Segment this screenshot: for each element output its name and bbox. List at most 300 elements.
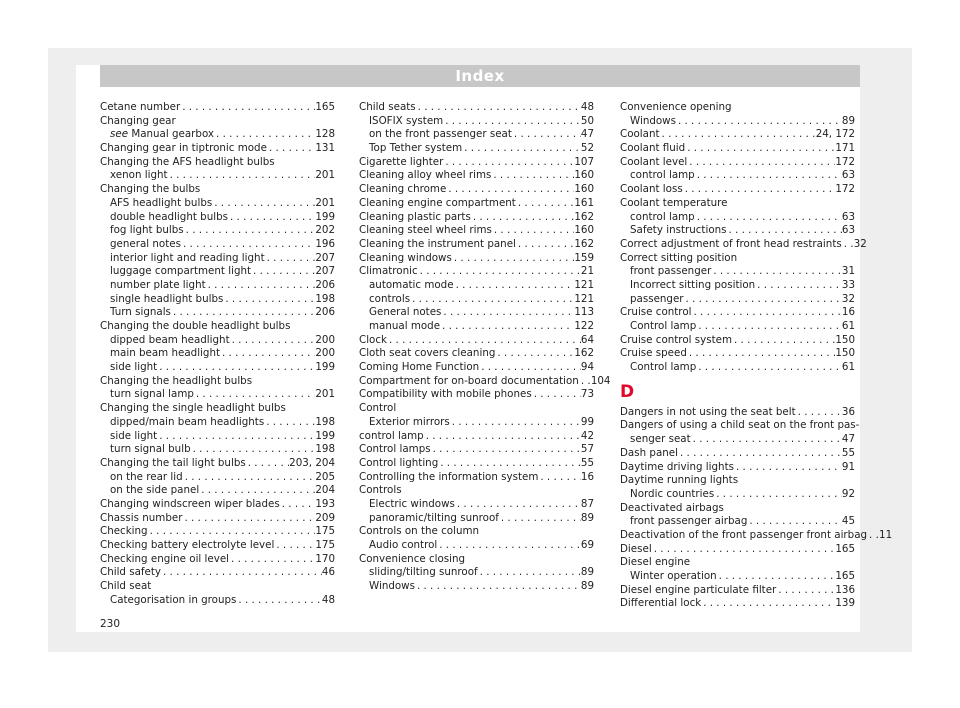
entry-page-ref[interactable]: 172	[835, 155, 855, 168]
entry-text: Clock	[359, 333, 387, 346]
entry-page-ref[interactable]: 150	[835, 333, 855, 346]
dot-leader	[161, 566, 322, 580]
entry-page-ref[interactable]: 36	[841, 405, 855, 418]
dot-leader	[265, 252, 316, 266]
entry-text: Compartment for on-board documentation	[359, 374, 579, 387]
entry-text: Control	[359, 402, 397, 415]
index-entry	[359, 265, 594, 279]
entry-text: Checking engine oil level	[100, 552, 230, 565]
dot-leader	[727, 224, 842, 238]
dot-leader	[684, 293, 842, 307]
entry-text: controls	[369, 292, 411, 305]
entry-text: Dangers of using a child seat on the front pas-	[620, 419, 860, 432]
index-entry	[359, 402, 594, 416]
entry-page-ref[interactable]: 201	[315, 196, 335, 209]
entry-text: Checking battery electrolyte level	[100, 539, 275, 551]
dot-leader	[687, 347, 835, 361]
entry-text: Windows	[630, 114, 676, 127]
entry-page-ref[interactable]: 47	[841, 433, 855, 446]
entry-text: Child seat	[100, 580, 152, 593]
entry-text: xenon light	[110, 169, 168, 182]
entry-text: Winter operation	[630, 570, 717, 582]
dot-leader	[755, 279, 842, 293]
index-entry	[620, 334, 855, 348]
dot-leader	[424, 430, 581, 444]
dot-leader	[157, 430, 315, 444]
entry-text: Changing the double headlight bulbs	[100, 320, 291, 332]
entry-text: ISOFIX system	[369, 114, 444, 127]
dot-leader	[512, 128, 581, 142]
index-subentry	[359, 293, 594, 307]
entry-text: Cleaning chrome	[359, 183, 447, 196]
entry-page-ref[interactable]: 203, 204	[289, 456, 335, 469]
dot-leader	[443, 115, 581, 129]
entry-text: Coolant temperature	[620, 196, 728, 209]
entry-page-ref[interactable]: 139	[835, 597, 855, 610]
dot-leader	[455, 498, 581, 512]
index-entry	[359, 374, 611, 389]
dot-leader	[206, 279, 316, 293]
dot-leader	[695, 211, 842, 225]
entry-page-ref[interactable]: 131	[315, 142, 335, 155]
entry-page-ref[interactable]: 172	[835, 183, 855, 196]
entry-page-ref[interactable]: 175	[315, 525, 335, 538]
page-title: Index	[455, 67, 505, 85]
entry-text: Chassis number	[100, 511, 183, 524]
dot-leader	[212, 197, 315, 211]
dot-leader	[776, 584, 835, 598]
dot-leader	[437, 539, 581, 553]
index-subentry	[359, 539, 594, 553]
dot-leader	[183, 471, 316, 485]
entry-page-ref[interactable]: 48	[580, 101, 594, 113]
index-subentry	[100, 471, 335, 485]
index-entry	[100, 142, 335, 156]
index-subentry	[100, 238, 335, 252]
dot-leader	[685, 142, 835, 156]
entry-text: manual mode	[369, 320, 441, 332]
index-subentry	[100, 211, 335, 225]
dot-leader	[251, 265, 315, 279]
entry-text: Changing gear in tiptronic mode	[100, 142, 267, 155]
entry-page-ref[interactable]: 198	[315, 292, 335, 305]
entry-text: Top Tether system	[369, 142, 463, 155]
entry-text: Compatibility with mobile phones	[359, 388, 532, 401]
entry-page-ref[interactable]: 42	[580, 429, 594, 442]
entry-page-ref[interactable]: 24, 172	[815, 128, 855, 141]
index-entry	[359, 361, 594, 375]
index-entry	[359, 553, 594, 567]
dot-leader	[246, 457, 289, 471]
dot-leader	[867, 529, 879, 543]
entry-text: Turn signals	[110, 306, 171, 319]
dot-leader	[182, 512, 315, 526]
entry-page-ref[interactable]: 207	[315, 265, 335, 278]
entry-text: Cruise speed	[620, 347, 687, 360]
dot-leader	[415, 580, 581, 594]
entry-page-ref[interactable]: 89	[580, 566, 594, 579]
entry-text: Control lamps	[359, 443, 431, 456]
dot-leader	[678, 447, 842, 461]
entry-page-ref[interactable]: 55	[580, 456, 594, 469]
dot-leader	[180, 101, 315, 115]
index-entry	[620, 597, 855, 611]
entry-page-ref[interactable]: 92	[841, 487, 855, 500]
entry-text: side light	[110, 429, 158, 442]
dot-leader	[701, 597, 835, 611]
entry-text: Nordic countries	[630, 487, 715, 500]
index-entry	[359, 252, 594, 266]
entry-page-ref[interactable]: 16	[580, 470, 594, 483]
entry-text: Changing the tail light bulbs	[100, 456, 246, 469]
entry-page-ref[interactable]: 150	[835, 347, 855, 360]
index-entry	[359, 457, 594, 471]
entry-page-ref[interactable]: 200	[315, 347, 335, 360]
index-entry	[620, 306, 855, 320]
entry-text: Deactivation of the front passenger front airbag	[620, 528, 868, 541]
entry-text: double headlight bulbs	[110, 210, 228, 223]
entry-page-ref[interactable]: 45	[841, 515, 855, 528]
entry-page-ref[interactable]: 63	[841, 210, 855, 223]
index-subentry	[100, 347, 335, 361]
entry-page-ref[interactable]: 175	[315, 539, 335, 551]
index-entry	[620, 502, 855, 516]
dot-leader	[443, 156, 574, 170]
index-subentry	[359, 320, 594, 334]
index-subentry	[620, 293, 855, 307]
index-subentry	[100, 306, 335, 320]
entry-page-ref[interactable]: 206	[315, 306, 335, 319]
entry-page-ref[interactable]: 31	[841, 265, 855, 278]
entry-page-ref[interactable]: 91	[841, 460, 855, 473]
entry-page-ref[interactable]: 121	[574, 278, 594, 291]
entry-text: general notes	[110, 237, 181, 250]
dot-leader	[191, 443, 316, 457]
entry-text: Cleaning steel wheel rims	[359, 224, 492, 237]
index-entry	[100, 580, 335, 594]
entry-page-ref[interactable]: 63	[841, 169, 855, 182]
dot-leader	[181, 238, 315, 252]
entry-page-ref[interactable]: 69	[580, 539, 594, 551]
entry-page-ref[interactable]: 11	[879, 528, 893, 541]
entry-text: Dash panel	[620, 446, 678, 459]
index-column-1	[100, 101, 335, 607]
dot-leader	[732, 334, 835, 348]
entry-page-ref[interactable]: 63	[841, 224, 855, 237]
entry-page-ref[interactable]: 57	[580, 443, 594, 456]
index-subentry	[100, 484, 335, 498]
entry-page-ref[interactable]: 201	[315, 388, 335, 401]
entry-page-ref[interactable]: 171	[835, 142, 855, 155]
entry-page-ref[interactable]: 160	[574, 224, 594, 237]
entry-text: on the side panel	[110, 484, 200, 497]
index-entry	[100, 115, 335, 129]
entry-text: Dangers in not using the seat belt	[620, 405, 796, 418]
index-subentry	[359, 115, 594, 129]
dot-leader	[696, 320, 842, 334]
entry-page-ref[interactable]: 89	[841, 114, 855, 127]
entry-text: on the front passenger seat	[369, 128, 512, 141]
entry-page-ref[interactable]: 64	[580, 333, 594, 346]
index-entry	[620, 584, 855, 598]
page-header	[100, 65, 860, 87]
index-entry	[100, 498, 335, 512]
entry-page-ref[interactable]: 202	[315, 224, 335, 237]
entry-page-ref[interactable]: 55	[841, 446, 855, 459]
dot-leader	[230, 334, 316, 348]
index-entry	[620, 543, 855, 557]
index-entry	[359, 169, 594, 183]
entry-page-ref[interactable]: 122	[574, 320, 594, 332]
index-entry	[359, 101, 594, 115]
dot-leader	[220, 347, 315, 361]
index-entry	[620, 252, 855, 266]
entry-text: senger seat	[630, 433, 691, 446]
dot-leader	[440, 320, 574, 334]
entry-page-ref[interactable]: 121	[574, 292, 594, 305]
dot-leader	[683, 183, 836, 197]
section-letter: D	[620, 381, 635, 402]
entry-text: Cleaning plastic parts	[359, 210, 471, 223]
dot-leader	[438, 457, 581, 471]
entry-text: Audio control	[369, 539, 438, 551]
dot-leader	[691, 433, 842, 447]
entry-page-ref[interactable]: 159	[574, 251, 594, 264]
entry-text: Cloth seat covers cleaning	[359, 347, 496, 360]
entry-page-ref[interactable]: 33	[841, 278, 855, 291]
dot-leader	[184, 224, 316, 238]
entry-text: single headlight bulbs	[110, 292, 224, 305]
dot-leader	[452, 252, 574, 266]
entry-page-ref[interactable]: 46	[321, 566, 335, 579]
entry-page-ref[interactable]: 193	[315, 497, 335, 510]
entry-page-ref[interactable]: 162	[574, 237, 594, 250]
dot-leader	[280, 498, 316, 512]
index-subentry	[100, 197, 335, 211]
entry-page-ref[interactable]: 32	[841, 292, 855, 305]
entry-page-ref[interactable]: 165	[315, 101, 335, 113]
entry-page-ref[interactable]: 161	[574, 196, 594, 209]
entry-text: AFS headlight bulbs	[110, 196, 213, 209]
entry-page-ref[interactable]: 99	[580, 415, 594, 428]
index-entry	[359, 183, 594, 197]
index-entry	[359, 430, 594, 444]
entry-page-ref[interactable]: 136	[835, 583, 855, 596]
entry-text: Diesel engine	[620, 556, 691, 569]
entry-page-ref[interactable]: 32	[853, 237, 867, 250]
entry-page-ref[interactable]: 160	[574, 183, 594, 196]
index-entry	[359, 484, 594, 498]
index-subentry	[100, 224, 335, 238]
entry-text: Cleaning the instrument panel	[359, 237, 516, 250]
entry-text: side light	[110, 361, 158, 374]
entry-text: see Manual gearbox	[110, 128, 215, 141]
entry-page-ref[interactable]: 209	[315, 511, 335, 524]
index-entry	[359, 156, 594, 170]
entry-page-ref[interactable]: 128	[315, 128, 335, 141]
index-entry	[620, 474, 855, 488]
entry-page-ref[interactable]: 61	[841, 320, 855, 332]
index-subentry	[100, 388, 335, 402]
entry-page-ref[interactable]: 89	[580, 580, 594, 593]
entry-text: dipped/main beam headlights	[110, 415, 265, 428]
dot-leader	[538, 471, 581, 485]
dot-leader	[446, 183, 574, 197]
index-subentry	[100, 279, 335, 293]
index-subentry	[620, 265, 855, 279]
index-subentry	[100, 265, 335, 279]
dot-leader	[516, 197, 574, 211]
index-entry	[100, 553, 335, 567]
entry-text: control lamp	[359, 429, 424, 442]
index-entry	[359, 388, 594, 402]
index-entry	[620, 447, 855, 461]
index-subentry	[100, 128, 335, 142]
entry-page-ref[interactable]: 165	[835, 570, 855, 582]
index-subentry	[620, 320, 855, 334]
entry-text: passenger	[630, 292, 684, 305]
dot-leader	[214, 128, 315, 142]
index-entry	[359, 238, 594, 252]
dot-leader	[171, 306, 315, 320]
index-subentry	[359, 142, 594, 156]
entry-page-ref[interactable]: 205	[315, 470, 335, 483]
entry-text: number plate light	[110, 278, 206, 291]
dot-leader	[717, 570, 836, 584]
index-subentry	[620, 515, 855, 529]
index-subentry	[359, 416, 594, 430]
entry-text: front passenger airbag	[630, 515, 748, 528]
entry-text: Controls on the column	[359, 525, 480, 538]
entry-page-ref[interactable]: 199	[315, 210, 335, 223]
index-entry	[359, 443, 594, 457]
entry-page-ref[interactable]: 198	[315, 443, 335, 456]
entry-text: Cruise control	[620, 306, 692, 319]
dot-leader	[168, 169, 316, 183]
index-subentry	[620, 433, 855, 447]
entry-page-ref[interactable]: 170	[315, 552, 335, 565]
dot-leader	[516, 238, 574, 252]
dot-leader	[228, 211, 315, 225]
entry-page-ref[interactable]: 52	[580, 142, 594, 155]
index-subentry	[359, 566, 594, 580]
entry-page-ref[interactable]: 50	[580, 114, 594, 127]
dot-leader	[491, 169, 574, 183]
index-subentry	[620, 169, 855, 183]
index-entry	[620, 419, 860, 433]
index-entry	[100, 566, 335, 580]
dot-leader	[416, 101, 581, 115]
entry-page-ref[interactable]: 48	[321, 593, 335, 606]
entry-text: Changing the bulbs	[100, 183, 201, 196]
index-subentry	[620, 279, 855, 293]
index-entry	[620, 406, 855, 420]
entry-text: Deactivated airbags	[620, 501, 724, 514]
index-entry	[620, 197, 855, 211]
entry-page-ref[interactable]: 199	[315, 429, 335, 442]
entry-text: Climatronic	[359, 265, 418, 278]
entry-page-ref[interactable]: 162	[574, 347, 594, 360]
entry-page-ref[interactable]: 21	[580, 265, 594, 278]
entry-page-ref[interactable]: 16	[841, 306, 855, 319]
index-entry	[100, 525, 335, 539]
index-subentry	[620, 570, 855, 584]
index-subentry	[100, 594, 335, 608]
dot-leader	[431, 443, 581, 457]
entry-text: interior light and reading light	[110, 251, 265, 264]
dot-leader	[264, 416, 315, 430]
entry-page-ref[interactable]: 201	[315, 169, 335, 182]
entry-page-ref[interactable]: 206	[315, 278, 335, 291]
dot-leader	[410, 293, 574, 307]
dot-leader	[796, 406, 842, 420]
dot-leader	[676, 115, 842, 129]
entry-page-ref[interactable]: 104	[590, 374, 611, 387]
dot-leader	[495, 347, 574, 361]
index-entry	[620, 101, 855, 115]
dot-leader	[842, 238, 854, 252]
entry-page-ref[interactable]: 94	[580, 361, 594, 374]
index-entry	[359, 471, 594, 485]
entry-page-ref[interactable]: 47	[580, 128, 594, 141]
entry-text: Child seats	[359, 101, 416, 113]
entry-page-ref[interactable]: 200	[315, 333, 335, 346]
entry-text: Diesel engine particulate filter	[620, 583, 777, 596]
entry-text: front passenger	[630, 265, 712, 278]
entry-page-ref[interactable]: 165	[835, 542, 855, 555]
entry-text: Convenience closing	[359, 552, 466, 565]
entry-page-ref[interactable]: 107	[574, 155, 594, 168]
entry-page-ref[interactable]: 87	[580, 497, 594, 510]
entry-text: Cleaning engine compartment	[359, 196, 516, 209]
entry-text: main beam headlight	[110, 347, 221, 360]
entry-page-ref[interactable]: 196	[315, 237, 335, 250]
entry-text: control lamp	[630, 210, 695, 223]
entry-text: Child safety	[100, 566, 162, 579]
index-subentry	[359, 512, 594, 526]
index-column-3	[620, 101, 893, 611]
dot-leader	[747, 515, 842, 529]
entry-text: Daytime driving lights	[620, 460, 734, 473]
index-subentry	[100, 430, 335, 444]
index-entry	[100, 101, 335, 115]
dot-leader	[660, 128, 816, 142]
entry-page-ref[interactable]: 207	[315, 251, 335, 264]
index-entry	[100, 512, 335, 526]
dot-leader	[194, 388, 315, 402]
index-subentry	[100, 443, 335, 457]
entry-page-ref[interactable]: 160	[574, 169, 594, 182]
entry-text: Differential lock	[620, 597, 702, 610]
entry-page-ref[interactable]: 61	[841, 361, 855, 374]
entry-page-ref[interactable]: 199	[315, 361, 335, 374]
entry-text: Controls	[359, 484, 402, 497]
index-entry	[359, 224, 594, 238]
entry-page-ref[interactable]: 113	[574, 306, 594, 319]
entry-text: Changing windscreen wiper blades	[100, 497, 280, 510]
entry-page-ref[interactable]: 162	[574, 210, 594, 223]
index-entry	[620, 556, 855, 570]
entry-text: Correct sitting position	[620, 251, 738, 264]
index-entry	[620, 142, 855, 156]
index-column-2	[359, 101, 611, 594]
entry-page-ref[interactable]: 89	[580, 511, 594, 524]
entry-text: Windows	[369, 580, 415, 593]
entry-page-ref[interactable]: 204	[315, 484, 335, 497]
entry-page-ref[interactable]: 198	[315, 415, 335, 428]
entry-page-ref[interactable]: 73	[580, 388, 594, 401]
index-subentry	[620, 211, 855, 225]
